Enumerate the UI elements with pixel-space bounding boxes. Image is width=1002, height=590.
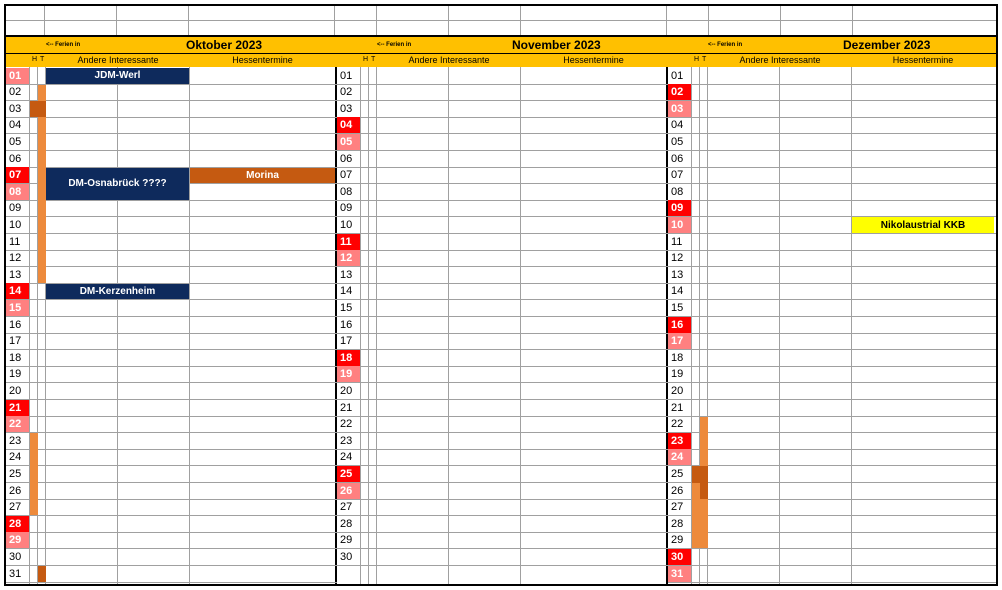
day-number: 13 [671,268,684,281]
day-number: 18 [9,351,22,364]
blank-top-area [6,6,996,36]
day-number: 16 [9,318,22,331]
day-number: 25 [337,466,360,482]
day-number: 25 [9,467,22,480]
month-dezember [668,37,996,584]
day-number: 11 [671,235,683,248]
day-number: 23 [9,434,22,447]
day-number: 06 [671,152,684,165]
day-number: 14 [6,283,29,299]
day-number: 17 [9,335,22,348]
t-column-label: T [40,56,45,63]
month-title: November 2023 [512,38,601,52]
column-header-andere: Andere Interessante [77,55,159,65]
event-dm-kerzenheim: DM-Kerzenheim [46,284,189,300]
day-number: 24 [340,451,353,464]
day-number: 03 [9,102,22,115]
day-number: 16 [668,317,691,333]
day-number: 10 [9,218,22,231]
day-number: 11 [9,235,21,248]
day-number: 26 [337,483,360,499]
t-column-label: T [371,56,376,63]
day-number: 16 [340,318,353,331]
day-number: 05 [337,134,360,150]
day-number: 26 [671,484,684,497]
day-number: 01 [340,69,353,82]
day-number: 02 [9,86,22,99]
column-header-andere: Andere Interessante [739,55,821,65]
day-number: 07 [6,167,29,183]
day-number: 18 [337,350,360,366]
day-number: 02 [668,84,691,100]
calendar-sheet [4,4,998,586]
day-number: 06 [9,152,22,165]
column-header-hessen: Hessentermine [892,55,954,65]
day-number: 21 [671,401,684,414]
day-number: 22 [340,418,353,431]
day-number: 14 [671,285,684,298]
event-jdm-werl: JDM-Werl [46,68,189,84]
day-number: 22 [671,418,684,431]
t-column-label: T [702,56,707,63]
day-number: 11 [337,234,360,250]
day-number: 21 [340,401,353,414]
ferien-label: <-- Ferien in [708,42,743,48]
vacation-bar [30,433,38,515]
day-number: 24 [9,451,22,464]
month-header [668,37,996,67]
day-number: 31 [9,567,22,580]
day-number: 20 [340,384,353,397]
day-number: 25 [671,467,684,480]
h-column-label: H [363,56,369,63]
column-header-hessen: Hessentermine [232,55,293,65]
day-number: 13 [9,268,22,281]
day-number: 05 [671,135,684,148]
day-number: 10 [340,218,353,231]
day-number: 14 [340,285,353,298]
day-number: 09 [340,202,353,215]
day-number: 03 [668,101,691,117]
day-number: 08 [671,185,684,198]
day-number: 15 [340,301,353,314]
event-morina: Morina [190,168,335,184]
ferien-label: <-- Ferien in [46,42,81,48]
day-number: 27 [671,501,684,514]
day-number: 20 [9,384,22,397]
day-number: 28 [671,517,684,530]
vacation-bar [692,483,700,548]
day-number: 15 [6,300,29,316]
day-number: 09 [668,200,691,216]
day-number: 09 [9,202,22,215]
month-november [337,37,668,584]
ferien-label: <-- Ferien in [377,42,412,48]
day-number: 02 [340,86,353,99]
month-header [337,37,668,67]
day-number: 21 [6,400,29,416]
day-number: 04 [671,119,684,132]
day-number: 23 [668,433,691,449]
day-number: 04 [337,117,360,133]
day-number: 28 [340,517,353,530]
day-number: 22 [6,416,29,432]
month-grid [668,67,996,584]
month-grid [6,67,337,584]
column-header-hessen: Hessentermine [563,55,624,65]
day-number: 04 [9,119,22,132]
month-title: Oktober 2023 [186,38,263,52]
month-title: Dezember 2023 [843,38,931,52]
day-number: 28 [6,516,29,532]
day-number: 19 [671,368,684,381]
day-number: 29 [340,534,353,547]
day-number: 30 [340,550,353,563]
day-number: 17 [668,333,691,349]
day-number: 30 [668,549,691,565]
day-number: 12 [337,250,360,266]
event-dm-osnabrueck: DM-Osnabrück ???? [46,168,189,200]
month-oktober [6,37,337,584]
vacation-bar [38,566,46,582]
day-number: 01 [6,68,29,84]
day-number: 23 [340,434,353,447]
day-number: 03 [340,102,353,115]
day-number: 13 [340,268,353,281]
h-column-label: H [32,56,38,63]
day-number: 08 [6,184,29,200]
day-number: 07 [340,169,353,182]
column-header-andere: Andere Interessante [408,55,490,65]
month-header [6,37,337,67]
day-number: 19 [337,366,360,382]
day-number: 06 [340,152,353,165]
day-number: 31 [668,566,691,582]
day-number: 26 [9,484,22,497]
day-number: 27 [340,501,353,514]
event-nikolaustrial: Nikolaustrial KKB [852,217,994,233]
vacation-bar [30,101,38,117]
day-number: 12 [9,252,22,265]
day-number: 12 [671,252,684,265]
h-column-label: H [694,56,700,63]
day-number: 17 [340,335,353,348]
day-number: 01 [671,69,684,82]
day-number: 05 [9,135,22,148]
vacation-bar [38,101,46,117]
day-number: 15 [671,301,684,314]
day-number: 29 [671,534,684,547]
day-number: 29 [6,532,29,548]
day-number: 19 [9,368,22,381]
day-number: 24 [668,449,691,465]
day-number: 27 [9,501,22,514]
day-number: 18 [671,351,684,364]
day-number: 30 [9,550,22,563]
day-number: 20 [671,384,684,397]
day-number: 07 [671,169,684,182]
day-number: 08 [340,185,353,198]
day-number: 10 [668,217,691,233]
vacation-bar [700,466,708,498]
month-grid [337,67,668,584]
